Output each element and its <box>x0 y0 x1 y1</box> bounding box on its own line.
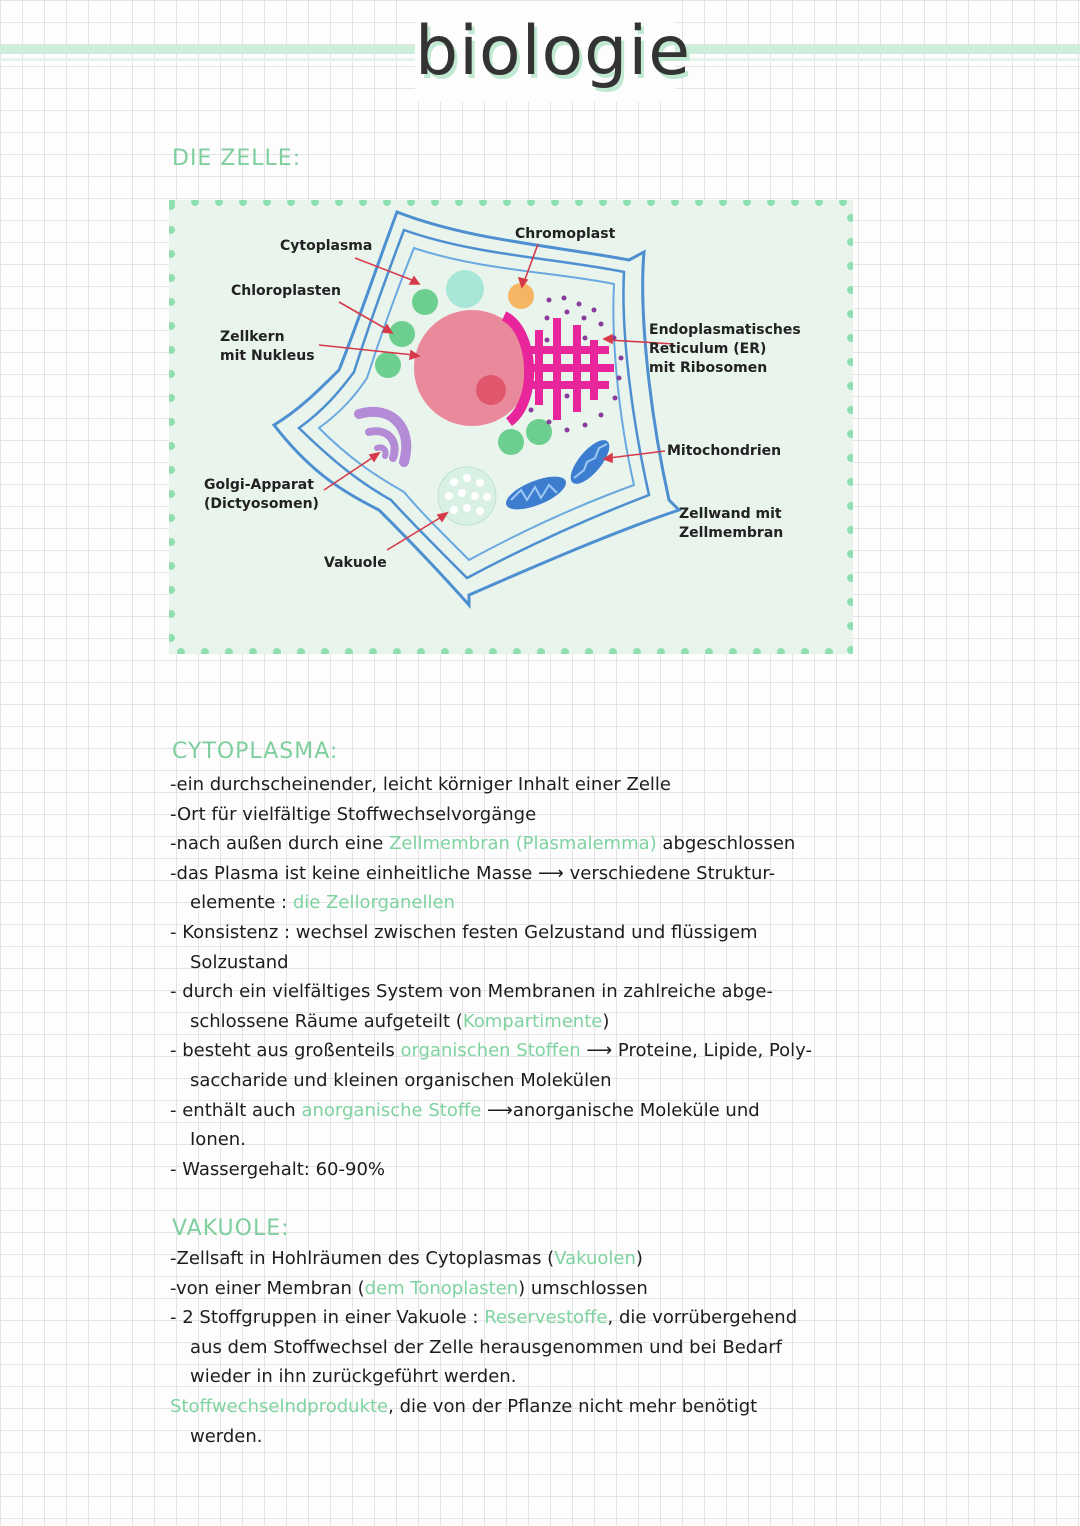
label-chromoplast: Chromoplast <box>515 226 616 242</box>
label-chloroplasten: Chloroplasten <box>231 283 341 299</box>
note-line: -Ort für vielfältige Stoffwechselvorgänge <box>170 803 537 825</box>
cytoplasma-notes <box>170 770 870 1184</box>
label-mitochondrien: Mitochondrien <box>667 443 782 459</box>
cell-diagram-graphic <box>169 200 853 654</box>
label-golgi-dictyosomen: (Dictyosomen) <box>204 496 319 512</box>
chloroplast <box>498 429 524 455</box>
chloroplast <box>375 352 401 378</box>
label-er-1: Endoplasmatisches <box>649 322 801 338</box>
note-line: wieder in ihn zurückgeführt werden. <box>190 1366 517 1388</box>
highlight-term: Vakuolen <box>554 1248 636 1269</box>
page-title: biologie <box>415 2 675 102</box>
highlight-term: Kompartimente <box>462 1010 603 1032</box>
note-line: aus dem Stoffwechsel der Zelle herausgenommen und bei Bedarf <box>190 1336 782 1358</box>
note-line: -nach außen durch eine Zellmembran (Plasmalemma) abgeschlossen <box>170 833 796 855</box>
note-line: - besteht aus großenteils organischen Stoffen ⟶ Proteine, Lipide, Poly- <box>170 1040 813 1062</box>
nucleolus <box>476 375 506 405</box>
chromoplast <box>508 283 534 309</box>
cell-diagram <box>169 200 853 654</box>
note-line: - Konsistenz : wechsel zwischen festen Gelzustand und flüssigem <box>170 921 758 943</box>
golgi-apparatus <box>359 412 406 462</box>
label-er-3: mit Ribosomen <box>649 360 768 376</box>
section-heading-cytoplasma: CYTOPLASMA: <box>172 739 339 764</box>
note-line: -das Plasma ist keine einheitliche Masse ⟶ verschiedene Struktur- <box>170 862 776 884</box>
highlight-term: Stoffwechselndprodukte <box>170 1395 389 1417</box>
highlight-term: dem Tonoplasten <box>364 1277 519 1299</box>
label-zellkern: Zellkern <box>220 329 285 345</box>
note-line: -ein durchscheinender, leicht körniger Inhalt einer Zelle <box>170 774 672 795</box>
vakuole-notes <box>170 1244 870 1451</box>
note-line: - 2 Stoffgruppen in einer Vakuole : Reservestoffe, die vorrübergehend <box>170 1307 798 1329</box>
chloroplast <box>412 289 438 315</box>
highlight-term: Zellmembran (Plasmalemma) <box>389 833 657 855</box>
label-golgi: Golgi-Apparat <box>204 477 314 493</box>
label-zellkern-nukleus: mit Nukleus <box>220 348 315 364</box>
label-zellmembran: Zellmembran <box>679 525 784 541</box>
highlight-term: Reservestoffe <box>484 1307 608 1329</box>
highlight-term: die Zellorganellen <box>292 892 455 914</box>
endoplasmic-reticulum <box>524 318 614 420</box>
chloroplast <box>389 321 415 347</box>
label-zellwand: Zellwand mit <box>679 506 782 522</box>
label-cytoplasma: Cytoplasma <box>280 238 373 254</box>
cytoplasm-vesicle <box>446 270 484 308</box>
note-line: - durch ein vielfältiges System von Membranen in zahlreiche abge- <box>170 981 773 1003</box>
note-line: -von einer Membran (dem Tonoplasten) umschlossen <box>170 1277 648 1299</box>
label-vakuole: Vakuole <box>324 555 387 571</box>
mitochondrion <box>564 434 616 490</box>
note-line: Stoffwechselndprodukte, die von der Pflanze nicht mehr benötigt <box>170 1395 758 1417</box>
note-line: - Wassergehalt: 60-90% <box>170 1158 385 1180</box>
section-heading-die-zelle: DIE ZELLE: <box>172 146 302 171</box>
note-line: schlossene Räume aufgeteilt (Kompartimente) <box>190 1010 610 1032</box>
note-line: werden. <box>190 1425 263 1447</box>
mitochondrion <box>502 470 570 516</box>
label-er-2: Reticulum (ER) <box>649 341 767 357</box>
note-line: Ionen. <box>190 1129 246 1151</box>
section-heading-vakuole: VAKUOLE: <box>172 1216 290 1241</box>
note-line: saccharide und kleinen organischen Molekülen <box>190 1069 612 1091</box>
highlight-term: organischen Stoffen <box>400 1040 581 1062</box>
highlight-term: anorganische Stoffe <box>301 1099 482 1121</box>
title-banner <box>0 0 1080 120</box>
note-line: - enthält auch anorganische Stoffe ⟶anorganische Moleküle und <box>170 1099 760 1121</box>
note-line: elemente : die Zellorganellen <box>190 892 455 914</box>
note-line: -Zellsaft in Hohlräumen des Cytoplasmas (Vakuolen) <box>170 1248 643 1269</box>
note-line: Solzustand <box>190 951 289 973</box>
